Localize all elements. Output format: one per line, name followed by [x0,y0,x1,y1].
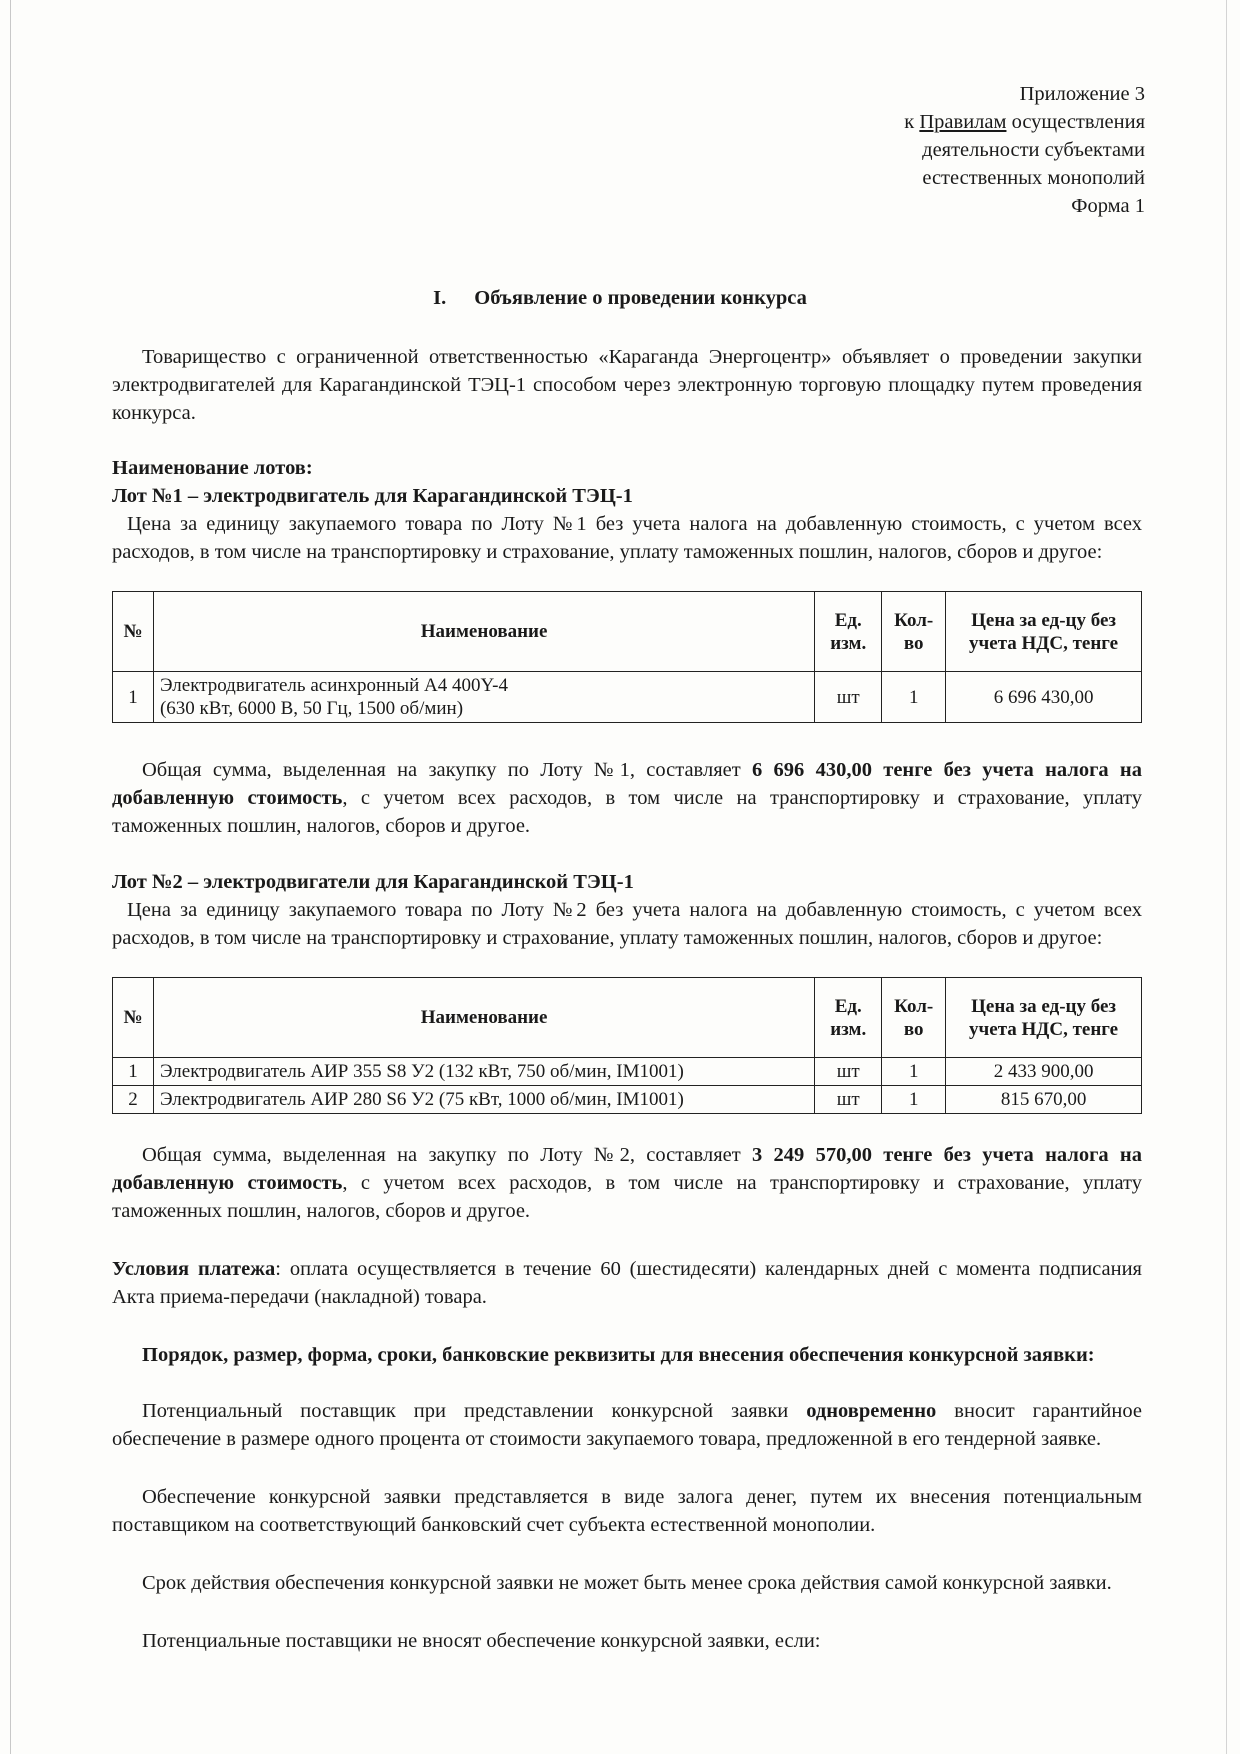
lot1-title: Лот №1 – электродвигатель для Карагандинской ТЭЦ-1 [112,485,633,507]
cell-name-line-2: (630 кВт, 6000 В, 50 Гц, 1500 об/мин) [159,698,464,719]
lot2-total-prefix: Общая сумма, выделенная на закупку по Лоту №2, составляет [142,1144,752,1166]
lot1-total-amount: 6 696 430,00 тенге без учета налога на добавленную стоимость [112,759,1142,809]
payment-label: Условия платежа [112,1258,276,1280]
lot2-table [112,977,1142,1114]
cell-unit: шт [815,672,882,723]
security-paragraph-4: Потенциальные поставщики не вносят обеспечение конкурсной заявки, если: [142,1630,821,1652]
security-p1-bold: одновременно [806,1400,937,1422]
cell-name: Электродвигатель АИР 280 S6 У2 (75 кВт, 1000 об/мин, IM1001) [153,1086,814,1114]
cell-num: 2 [113,1086,154,1114]
lots-heading: Наименование лотов: [112,457,313,479]
cell-price: 815 670,00 [946,1086,1142,1114]
security-p1-suffix: вносит гарантийное обеспечение в размере одного процента от стоимости закупаемого товара, предложенной в его тендерной заявке. [112,1400,1142,1450]
col-header-qty: Кол-во [882,978,946,1058]
table-row [113,672,1142,723]
appendix-line-3: деятельности субъектами [922,139,1145,161]
cell-price: 2 433 900,00 [946,1058,1142,1086]
payment-text: : оплата осуществляется в течение 60 (шестидесяти) календарных дней с момента подписания Акта приема-передачи (накладной) товара. [112,1258,1142,1308]
section-number: I. [433,287,447,309]
rules-link[interactable]: Правилам [919,111,1007,133]
security-p1-prefix: Потенциальный поставщик при представлении конкурсной заявки [142,1400,807,1422]
cell-name [153,672,814,723]
appendix-line-4: естественных монополий [922,167,1145,189]
cell-name-line-1: Электродвигатель асинхронный А4 400Y-4 [159,675,508,696]
cell-qty: 1 [882,1058,946,1086]
cell-qty: 1 [882,672,946,723]
security-paragraph-3: Срок действия обеспечения конкурсной заявки не может быть менее срока действия самой конкурсной заявки. [142,1572,1112,1594]
lot2-total-paragraph [112,1141,1142,1225]
intro-paragraph: Товарищество с ограниченной ответственностью «Караганда Энергоцентр» объявляет о проведении закупки электродвигателей для Карагандинской ТЭЦ-1 способом через электронную торговую площадку путем проведения конкурса. [112,346,1142,424]
lot1-total-suffix: , с учетом всех расходов, в том числе на транспортировку и страхование, уплату таможенных пошлин, налогов, сборов и другое. [112,787,1142,837]
lot2-total-suffix: , с учетом всех расходов, в том числе на транспортировку и страхование, уплату таможенных пошлин, налогов, сборов и другое. [112,1172,1142,1222]
table-header-row [113,978,1142,1058]
lot2-title: Лот №2 – электродвигатели для Карагандинской ТЭЦ-1 [112,871,634,893]
lot1-table [112,591,1142,723]
table-header-row [113,592,1142,672]
col-header-name: Наименование [153,978,814,1058]
col-header-num: № [113,978,154,1058]
security-paragraph-2: Обеспечение конкурсной заявки представляется в виде залога денег, путем их внесения потенциальным поставщиком на соответствующий банковский счет субъекта естественной монополии. [112,1486,1142,1536]
section-title [0,287,1240,310]
cell-num: 1 [113,672,154,723]
lot2-total-amount: 3 249 570,00 тенге без учета налога на добавленную стоимость [112,1144,1142,1194]
section-title-text: Объявление о проведении конкурса [474,287,807,309]
appendix-line-2-prefix: к [904,111,920,133]
col-header-price: Цена за ед-цу без учета НДС, тенге [946,592,1142,672]
col-header-num: № [113,592,154,672]
security-heading: Порядок, размер, форма, сроки, банковские реквизиты для внесения обеспечения конкурсной заявки: [142,1344,1095,1366]
lot1-total-paragraph [112,756,1142,840]
col-header-qty: Кол-во [882,592,946,672]
table-row [113,1086,1142,1114]
payment-terms [112,1255,1142,1311]
col-header-unit: Ед. изм. [815,978,882,1058]
appendix-line-2-suffix: осуществления [1006,111,1145,133]
lot1-total-prefix: Общая сумма, выделенная на закупку по Лоту №1, составляет [142,759,752,781]
col-header-unit: Ед. изм. [815,592,882,672]
lot1-price-note: Цена за единицу закупаемого товара по Лоту №1 без учета налога на добавленную стоимость, с учетом всех расходов, в том числе на транспортировку и страхование, уплату таможенных пошлин, налогов, сборов и другое: [112,513,1142,563]
lot2-price-note: Цена за единицу закупаемого товара по Лоту №2 без учета налога на добавленную стоимость, с учетом всех расходов, в том числе на транспортировку и страхование, уплату таможенных пошлин, налогов, сборов и другое: [112,899,1142,949]
cell-qty: 1 [882,1086,946,1114]
appendix-header [904,80,1145,220]
col-header-name: Наименование [153,592,814,672]
cell-num: 1 [113,1058,154,1086]
appendix-line-2 [904,108,1145,136]
cell-unit: шт [815,1058,882,1086]
appendix-line-1: Приложение 3 [1019,83,1145,105]
table-row [113,1058,1142,1086]
security-paragraph-1 [112,1397,1142,1453]
appendix-form-number: Форма 1 [1071,195,1145,217]
col-header-price: Цена за ед-цу без учета НДС, тенге [946,978,1142,1058]
cell-name: Электродвигатель АИР 355 S8 У2 (132 кВт, 750 об/мин, IM1001) [153,1058,814,1086]
cell-unit: шт [815,1086,882,1114]
cell-price: 6 696 430,00 [946,672,1142,723]
